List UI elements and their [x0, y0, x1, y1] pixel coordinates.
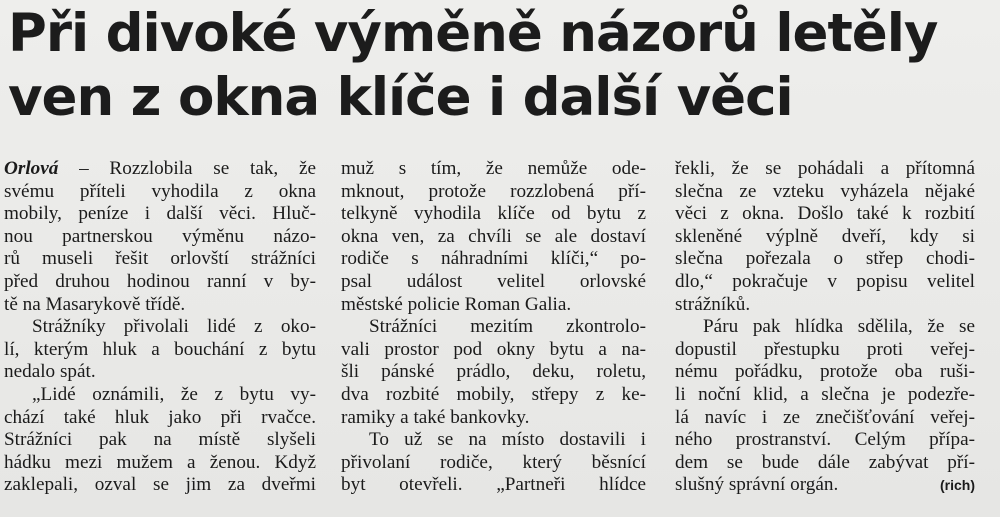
paragraph-line: hádku mezi mužem a ženou. Když: [4, 451, 316, 473]
paragraph-line: To už se na místo dostavili i: [369, 429, 646, 451]
paragraph-line: [675, 474, 975, 497]
paragraph-line: ného prostranství. Celým přípa-: [675, 429, 975, 451]
article-body: [0, 158, 1000, 517]
closing-text: slušný správní orgán.: [675, 474, 839, 496]
paragraph-line: „Lidé oznámili, že z bytu vy-: [32, 383, 316, 405]
paragraph-line: muž s tím, že nemůže ode-: [341, 158, 646, 179]
paragraph-line: Páru pak hlídka sdělila, že se: [703, 316, 975, 338]
paragraph-line: chází také hluk jako při rvačce.: [4, 406, 316, 428]
paragraph-line: ramiky a také bankovky.: [341, 406, 530, 428]
paragraph-line: městské policie Roman Galia.: [341, 293, 572, 315]
paragraph-line: mknout, protože rozzlobená pří-: [341, 180, 646, 202]
paragraph-line: li noční klid, a slečna je podezře-: [675, 383, 975, 405]
paragraph-line: Strážníci pak na místě slyšeli: [4, 429, 316, 451]
headline: [8, 2, 998, 130]
paragraph-line: přivolaní rodiče, který běsnící: [341, 451, 646, 473]
paragraph-line: vali prostor pod okny bytu a na-: [341, 338, 646, 360]
paragraph-line: Strážníky přivolali lidé z oko-: [32, 316, 316, 338]
paragraph-line: svému příteli vyhodila z okna: [4, 180, 316, 202]
paragraph-line: telkyně vyhodila klíče od bytu z: [341, 203, 646, 225]
paragraph-line: věci z okna. Došlo také k rozbití: [675, 203, 975, 225]
paragraph-line: lá navíc i ze znečišťování veřej-: [675, 406, 975, 428]
paragraph-line: rů museli řešit orlovští strážníci: [4, 248, 316, 270]
paragraph-line: šli pánské prádlo, deku, roletu,: [341, 361, 646, 383]
paragraph-line: dem se bude dále zabývat pří-: [675, 451, 975, 473]
paragraph-line: mobily, peníze i další věci. Hluč-: [4, 203, 316, 225]
paragraph-line: skleněné výplně dveří, kdy si: [675, 225, 975, 247]
paragraph-line: dva rozbité mobily, střepy z ke-: [341, 383, 646, 405]
column-1: [4, 158, 316, 497]
paragraph-line: okna ven, za chvíli se ale dostaví: [341, 225, 646, 247]
column-2: [341, 158, 646, 497]
author-signature: (rich): [940, 477, 975, 494]
headline-line-1: Při divoké výměně názorů letěly: [8, 3, 938, 64]
paragraph-line: byt otevřeli. „Partneři hlídce: [341, 474, 646, 496]
paragraph-line: zaklepali, ozval se jim za dveřmi: [4, 474, 316, 496]
paragraph-line: lí, kterým hluk a bouchání z bytu: [4, 338, 316, 360]
paragraph-line: řekli, že se pohádali a přítomná: [675, 158, 975, 179]
headline-line-2: ven z okna klíče i další věci: [8, 67, 793, 128]
paragraph-line: před druhou hodinou ranní v by-: [4, 270, 316, 292]
paragraph-line: slečna pořezala o střep chodi-: [675, 248, 975, 270]
paragraph-line: rodiče s náhradními klíči,“ po-: [341, 248, 646, 270]
paragraph-line: strážníků.: [675, 293, 751, 315]
dateline: Orlová: [4, 158, 59, 179]
paragraph-line: nedalo spát.: [4, 361, 96, 383]
paragraph-line: [4, 158, 316, 181]
lead-text: – Rozzlobila se tak, že: [58, 158, 316, 179]
paragraph-line: nou partnerskou výměnu názo-: [4, 225, 316, 247]
paragraph-line: dlo,“ pokračuje v popisu velitel: [675, 270, 975, 292]
paragraph-line: tě na Masarykově třídě.: [4, 293, 186, 315]
paragraph-line: Strážníci mezitím zkontrolo-: [369, 316, 646, 338]
paragraph-line: nému pořádku, protože oba ruši-: [675, 361, 975, 383]
column-3: [675, 158, 975, 497]
paragraph-line: slečna ze vzteku vyházela nějaké: [675, 180, 975, 202]
paragraph-line: psal událost velitel orlovské: [341, 270, 646, 292]
paragraph-line: dopustil přestupku proti veřej-: [675, 338, 975, 360]
